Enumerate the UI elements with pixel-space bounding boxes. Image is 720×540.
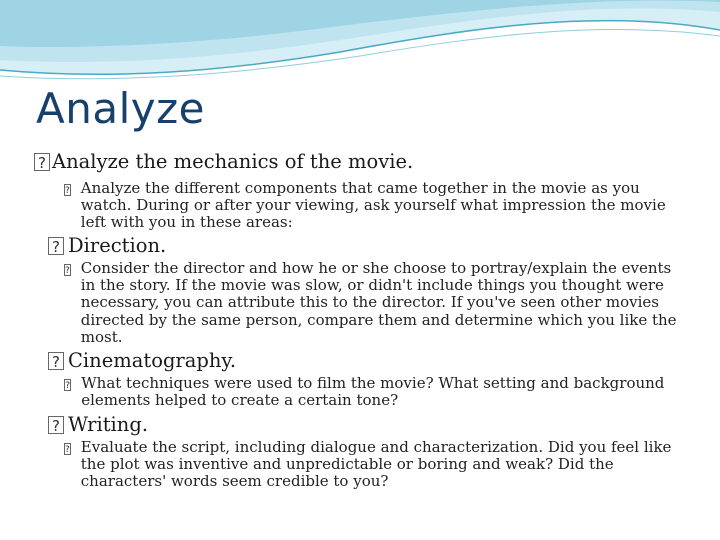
sub-bullet-item: [64, 375, 674, 409]
bullet-icon: ?: [65, 445, 70, 455]
bullet-item: [48, 349, 688, 373]
bullet-text: Writing.: [68, 413, 149, 436]
bullet-text: Analyze the mechanics of the movie.: [52, 150, 414, 173]
bullet-icon: ?: [48, 352, 64, 370]
sub-bullet-item: [64, 260, 679, 346]
sub-bullet-item: [64, 180, 674, 232]
bullet-icon: ?: [48, 416, 64, 434]
bullet-icon: ?: [65, 266, 70, 276]
sub-bullet-text: Evaluate the script, including dialogue and characterization. Did you feel like the plot was inventive and unpredictable or boring and weak? Did the characters' words seem credible to you?: [80, 438, 672, 491]
bullet-item: [48, 413, 688, 437]
bullet-icon: ?: [65, 381, 70, 391]
sub-bullet-text: Analyze the different components that came together in the movie as you watch. During or after your viewing, ask yourself what impression the movie left with you in these areas:: [80, 179, 666, 232]
bullet-icon: ?: [65, 186, 70, 196]
sub-bullet-text: What techniques were used to film the movie? What setting and background elements helped to create a certain tone?: [81, 374, 665, 410]
sub-bullet-text: Consider the director and how he or she choose to portray/explain the events in the story. If the movie was slow, or didn't include things you thought were necessary, you can attribute this to the director. If you've seen other movies directed by the same person, compare them and determine which you like the most.: [80, 259, 677, 346]
bullet-text: Cinematography.: [68, 349, 237, 372]
sub-bullet-item: [64, 439, 674, 491]
bullet-icon: ?: [34, 153, 50, 171]
header-wave-decoration: [0, 0, 720, 95]
bullet-icon: ?: [48, 237, 64, 255]
bullet-text: Direction.: [68, 234, 167, 257]
bullet-item: [48, 234, 688, 258]
bullet-item: [34, 150, 694, 174]
slide-title: Analyze: [36, 84, 205, 133]
